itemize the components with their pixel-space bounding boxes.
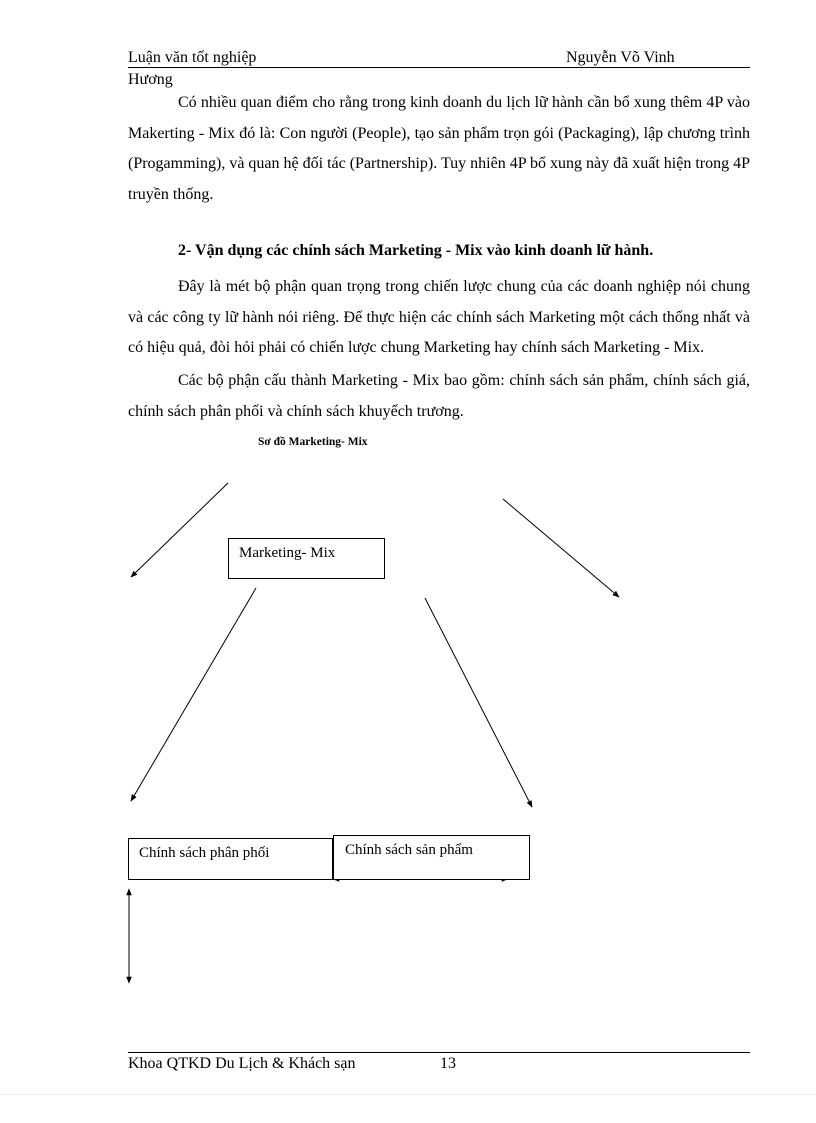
product-policy-label: Chính sách sản phẩm — [345, 842, 473, 858]
diagram-title: Sơ đồ Marketing- Mix — [258, 436, 368, 448]
section-heading: 2- Vận dụng các chính sách Marketing - Mix vào kinh doanh lữ hành. — [178, 242, 654, 259]
marketing-mix-label: Marketing- Mix — [239, 545, 336, 561]
footer-rule — [128, 1052, 750, 1053]
page-number: 13 — [440, 1055, 456, 1072]
header-author-name: Nguyễn Võ Vinh — [566, 49, 675, 66]
distribution-policy-box — [128, 838, 333, 880]
header-thesis-label: Luận văn tốt nghiệp — [128, 49, 257, 66]
arrow-to-left-top — [131, 483, 228, 577]
marketing-mix-box — [228, 538, 385, 579]
paragraph-strategy: Đây là mét bộ phận quan trọng trong chiến lược chung của các doanh nghiệp nói chung và các công ty lữ hành nói riêng. Để thực hiện các chính sách Marketing một cách thống nhất và có hiệu quả, đòi hỏi phải có chiến lược chung Marketing hay chính sách Marketing - Mix. — [128, 278, 750, 356]
footer-faculty: Khoa QTKD Du Lịch & Khách sạn — [128, 1055, 356, 1072]
product-policy-box — [333, 835, 530, 880]
distribution-policy-label: Chính sách phân phối — [139, 845, 270, 861]
page-edge — [0, 1094, 816, 1095]
paragraph-4p-additions: Có nhiều quan điểm cho rằng trong kinh doanh du lịch lữ hành cần bổ xung thêm 4P vào Makerting - Mix đó là: Con người (People), tạo sản phẩm trọn gói (Packaging), lập chương trình (Progamming), và quan hệ đối tác (Partnership). Tuy nhiên 4P bổ xung này đã xuất hiện trong 4P truyền thống. — [128, 94, 750, 203]
arrow-to-right-top — [503, 499, 619, 597]
arrow-to-product — [425, 598, 532, 807]
paragraph-components: Các bộ phận cấu thành Marketing - Mix bao gồm: chính sách sản phẩm, chính sách giá, chính sách phân phối và chính sách khuyếch trương. — [128, 372, 750, 420]
header-author-continuation: Hương — [128, 71, 173, 88]
arrow-to-distribution — [131, 588, 256, 801]
